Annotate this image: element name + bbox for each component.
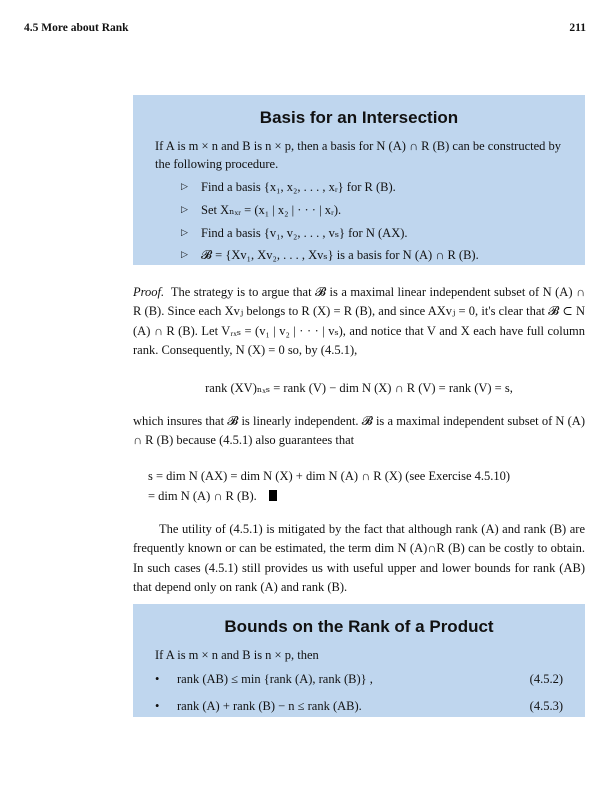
bullet-icon: • — [155, 699, 160, 713]
equation-number: (4.5.2) — [529, 672, 563, 687]
qed-square-icon — [269, 490, 277, 501]
step-item: ▷ Find a basis {x₁, x₂, . . . , xᵣ} for R (B). — [181, 178, 563, 197]
proof-text: The strategy is to argue that 𝓑 is a maximal linear independent subset of N (A) ∩ R (B). Since each Xvⱼ belongs to R (X) = R (B), and since AXvⱼ = 0, it's clear that 𝓑 ⊂ N (A) ∩ R (B). Let Vᵣₓₛ = (v₁ | v₂ | · · · | vₛ), and notice that V and X each have full column rank. Consequently, N (X) = 0 so, by (4.5.1), — [133, 285, 585, 358]
proof-label: Proof. — [133, 285, 165, 299]
proof-paragraph — [133, 283, 585, 361]
box-title: Bounds on the Rank of a Product — [224, 617, 494, 636]
box-intro: If A is m × n and B is n × p, then a basis for N (A) ∩ R (B) can be constructed by the following procedure. — [155, 138, 562, 172]
bounds-list — [155, 670, 563, 716]
equation-line: = dim N (A) ∩ R (B). — [148, 486, 510, 506]
box-title: Basis for an Intersection — [259, 108, 459, 127]
equation-number: (4.5.3) — [529, 699, 563, 713]
section-title: 4.5 More about Rank — [24, 22, 129, 34]
triangle-bullet-icon: ▷ — [181, 181, 188, 191]
triangle-bullet-icon: ▷ — [181, 226, 188, 237]
theorem-box-bounds — [133, 604, 585, 717]
step-item: ▷ Set Xₙₓᵣ = (x₁ | x₂ | · · · | xᵣ). — [181, 201, 563, 220]
running-head — [24, 22, 586, 34]
paragraph-utility: The utility of (4.5.1) is mitigated by the fact that although rank (A) and rank (B) are frequently known or can be estimated, the term dim N (A)∩R (B) can be costly to obtain. In such cases (4.5.1) still provides us with useful upper and lower bounds for rank (AB) that depend only on rank (A) and rank (B). — [133, 522, 585, 595]
equation-line: s = dim N (AX) = dim N (X) + dim N (A) ∩ R (X) (see Exercise 4.5.10) — [148, 469, 511, 483]
theorem-box-basis — [133, 95, 585, 265]
bullet-icon: • — [155, 672, 160, 687]
step-item: ▷ 𝓑 = {Xv₁, Xv₂, . . . , Xvₛ} is a basis for N (A) ∩ R (B). — [181, 246, 563, 265]
triangle-bullet-icon: ▷ — [181, 203, 188, 214]
page-number: 211 — [569, 22, 586, 34]
display-equation-rank: rank (XV)ₙₓₛ = rank (V) − dim N (X) ∩ R (V) = rank (V) = s, — [205, 381, 513, 395]
procedure-steps — [155, 178, 563, 265]
box-intro: If A is m × n and B is n × p, then — [155, 647, 319, 662]
triangle-bullet-icon: ▷ — [181, 249, 188, 260]
paragraph-independence: which insures that 𝓑 is linearly independent. 𝓑 is a maximal independent subset of N (A) ∩ R (B) because (4.5.1) also guarantees that — [133, 414, 585, 448]
bound-item: • rank (A) + rank (B) − n ≤ rank (AB). (4.5.3) — [155, 697, 563, 716]
display-equation-dim — [148, 466, 510, 506]
bound-item: • rank (AB) ≤ min {rank (A), rank (B)} , (4.5.2) — [155, 670, 563, 689]
step-item: ▷ Find a basis {v₁, v₂, . . . , vₛ} for N (AX). — [181, 224, 563, 243]
